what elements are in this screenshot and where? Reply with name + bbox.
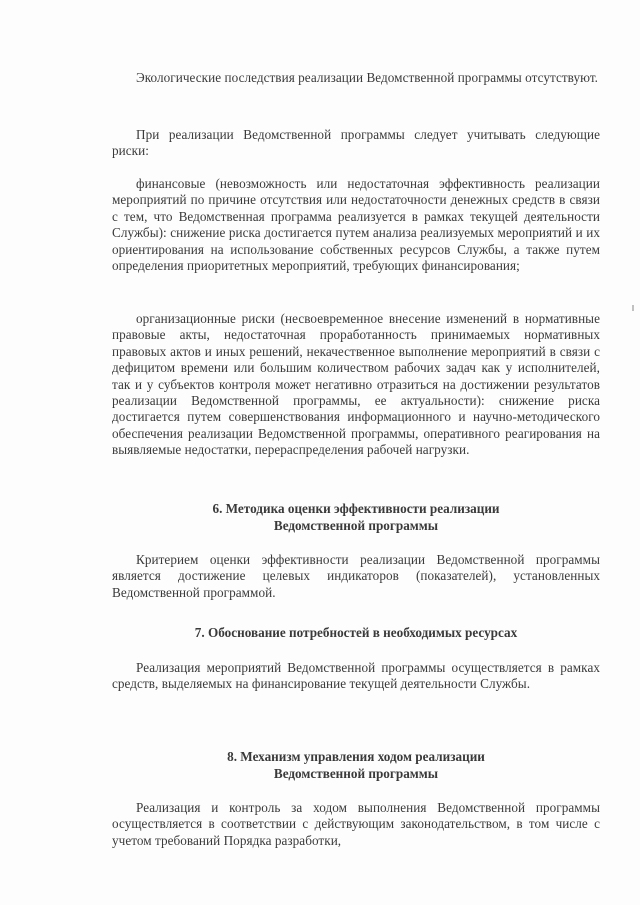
paragraph-resources: Реализация мероприятий Ведомственной программы осуществляется в рамках средств, выделяемых на финансирование текущей деятельности Службы. [112,660,600,692]
paragraph-evaluation-criterion: Критерием оценки эффективности реализации Ведомственной программы является достижение целевых индикаторов (показателей), установленных Ведомственной программой. [112,552,600,600]
section-heading-6-line-2: Ведомственной программы [273,518,439,533]
paragraph-ecological-consequences: Экологические последствия реализации Ведомственной программы отсутствуют. [136,70,599,85]
section-heading-6-line-1: 6. Методика оценки эффективности реализации [212,501,500,516]
paragraph-risks-intro: При реализации Ведомственной программы следует учитывать следующие риски: [112,127,600,159]
section-heading-6 [112,500,600,534]
section-heading-7: 7. Обоснование потребностей в необходимых ресурсах [194,625,518,640]
section-heading-8 [112,748,600,782]
section-heading-8-line-2: Ведомственной программы [273,766,439,781]
scan-edge-mark [632,305,634,311]
paragraph-financial-risks: финансовые (невозможность или недостаточная эффективность реализации мероприятий по причине отсутствия или недостаточности денежных средств в связи с тем, что Ведомственная программа реализуется в рамках текущей деятельности Службы): снижение риска достигается путем анализа реализуемых мероприятий и их ориентирования на использование собственных ресурсов Службы, а также путем определения приоритетных мероприятий, требующих финансирования; [112,176,600,274]
section-heading-8-line-1: 8. Механизм управления ходом реализации [227,749,485,764]
paragraph-organizational-risks: организационные риски (несвоевременное внесение изменений в нормативные правовые акты, недостаточная проработанность принимаемых нормативных правовых актов и иных решений, некачественное выполнение мероприятий в связи с дефицитом времени или большим количеством рабочих задач как у исполнителей, так и у субъектов контроля может негативно отразиться на достижении результатов реализации Ведомственной программы, ее актуальности): снижение риска достигается путем совершенствования информационного и научно-методического обеспечения реализации Ведомственной программы, оперативного реагирования на выявляемые недостатки, перераспределения рабочей нагрузки. [112,311,600,458]
paragraph-management-mechanism: Реализация и контроль за ходом выполнения Ведомственной программы осуществляется в соответствии с действующим законодательством, в том числе с учетом требований Порядка разработки, [112,800,600,848]
